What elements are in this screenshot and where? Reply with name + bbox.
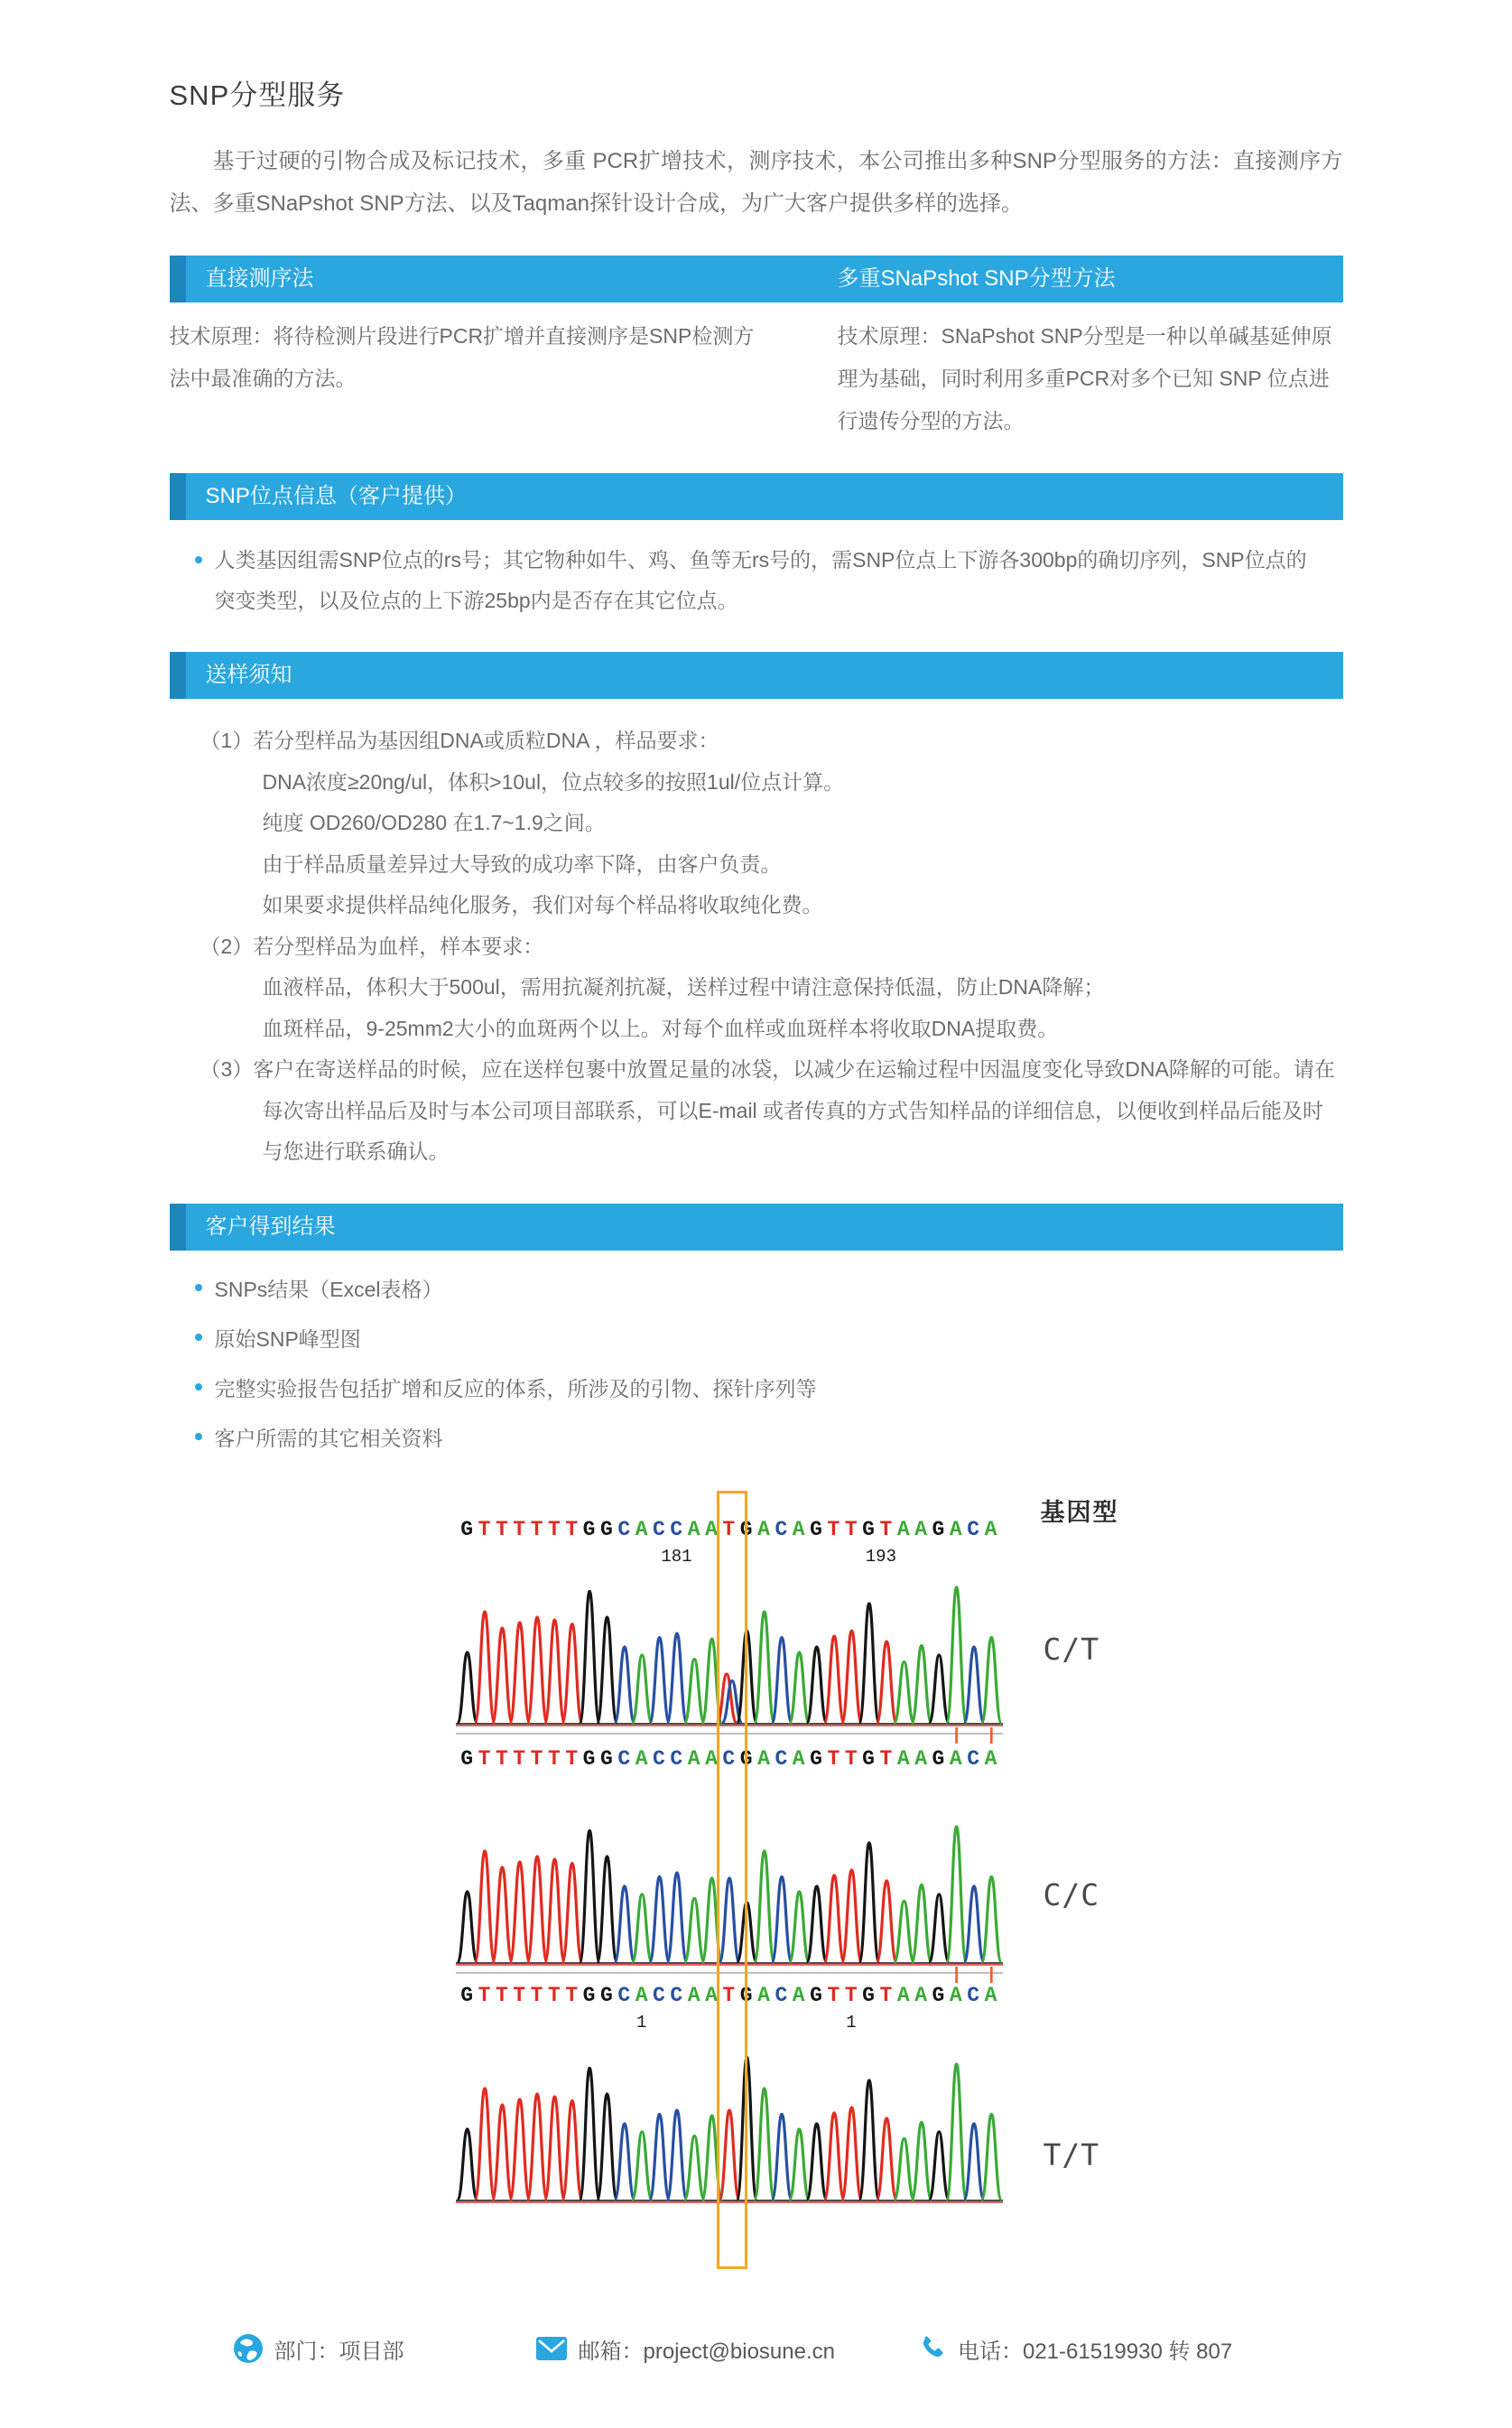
base-peak xyxy=(858,2080,878,2200)
base-letter: G xyxy=(600,1746,613,1771)
bar-accent-edge xyxy=(170,1204,186,1251)
base-peak xyxy=(981,1876,1001,1962)
base-letter: G xyxy=(810,1983,822,2007)
base-peak xyxy=(561,1863,581,1962)
base-letter: A xyxy=(896,1983,910,2007)
base-letter: G xyxy=(460,1746,474,1771)
submission-notice-list xyxy=(170,721,1343,1173)
notice-line: 纯度 OD260/OD280 在1.7~1.9之间。 xyxy=(262,811,606,834)
base-letter: G xyxy=(932,1983,945,2007)
base-letter: C xyxy=(775,1746,788,1771)
base-letter: A xyxy=(687,1517,700,1541)
direct-sequencing-principle: 技术原理：将待检测片段进行PCR扩增并直接测序是SNP检测方法中最准确的方法。 xyxy=(169,324,755,390)
base-letter: T xyxy=(513,1517,526,1541)
base-letter: T xyxy=(547,1517,561,1541)
base-letter: A xyxy=(949,1517,962,1541)
base-letter: C xyxy=(967,1983,980,2007)
base-letter: T xyxy=(565,1517,579,1541)
base-letter: A xyxy=(914,1746,928,1771)
base-peak xyxy=(527,1617,547,1723)
base-letter: A xyxy=(705,1983,718,2007)
base-letter: A xyxy=(705,1746,718,1771)
base-letter: C xyxy=(653,1746,665,1771)
base-peak xyxy=(597,1617,617,1723)
genotype-label: C/T xyxy=(1043,1631,1100,1667)
base-peak xyxy=(580,1830,599,1962)
base-letter: T xyxy=(827,1983,840,2007)
base-letter: T xyxy=(478,1517,491,1541)
result-bullet xyxy=(170,1412,1343,1462)
base-letter: A xyxy=(757,1517,770,1541)
base-letter: G xyxy=(932,1517,945,1541)
base-letter: T xyxy=(844,1517,858,1541)
position-ruler-label: 1 xyxy=(636,2012,647,2033)
base-letter: T xyxy=(513,1983,526,2007)
base-letter: T xyxy=(547,1746,561,1771)
section-bar-methods xyxy=(170,256,1343,302)
genotype-label: C/C xyxy=(1043,1876,1100,1912)
base-letter: C xyxy=(617,1517,631,1541)
base-peak xyxy=(981,2114,1001,2200)
base-peak xyxy=(632,2132,652,2200)
base-peak xyxy=(911,1645,931,1723)
base-peak xyxy=(824,1636,844,1723)
base-letter: G xyxy=(600,1983,613,2007)
notice-line: （1）若分型样品为基因组DNA或质粒DNA ，样品要求： xyxy=(199,729,719,752)
base-letter: G xyxy=(739,1746,753,1771)
base-peak xyxy=(894,1901,914,1962)
base-peak xyxy=(561,2100,581,2200)
notice-line: 如果要求提供样品纯化服务，我们对每个样品将收取纯化费。 xyxy=(262,893,823,916)
base-letter: T xyxy=(565,1746,579,1771)
base-letter: T xyxy=(722,1517,736,1541)
base-letter: C xyxy=(967,1517,980,1541)
snp-info-bullet xyxy=(170,540,1343,621)
base-peak xyxy=(527,1856,547,1962)
base-peak xyxy=(666,2110,686,2200)
base-letter: C xyxy=(775,1517,788,1541)
bullet-dot-icon xyxy=(195,556,202,563)
globe-icon xyxy=(233,2333,264,2364)
base-letter: T xyxy=(722,1983,736,2007)
base-letter: T xyxy=(565,1983,579,2007)
chromatogram-figure xyxy=(170,1487,1343,2277)
base-peak xyxy=(684,1898,704,1962)
base-peak xyxy=(527,2094,547,2200)
base-letter: G xyxy=(460,1983,474,2007)
base-peak xyxy=(929,1655,949,1723)
base-peak xyxy=(963,1886,983,1962)
base-peak xyxy=(877,1881,896,1962)
base-letter: G xyxy=(810,1517,822,1541)
base-letter: T xyxy=(547,1983,561,2007)
base-peak xyxy=(841,1631,861,1723)
base-peak xyxy=(597,1856,617,1962)
base-letter: C xyxy=(670,1746,683,1771)
base-peak xyxy=(544,2097,564,2200)
base-letter: A xyxy=(896,1746,910,1771)
base-letter: G xyxy=(600,1517,613,1541)
snapshot-principle: 技术原理：SNaPshot SNP分型是一种以单碱基延伸原理为基础，同时利用多重PCR对多个已知 SNP 位点进行遗传分型的方法。 xyxy=(837,324,1332,433)
base-letter: G xyxy=(582,1746,596,1771)
result-bullet-text: 完整实验报告包括扩增和反应的体系，所涉及的引物、探针序列等 xyxy=(214,1376,817,1400)
result-bullet xyxy=(170,1263,1343,1313)
base-letter: G xyxy=(810,1746,822,1771)
base-letter: G xyxy=(582,1517,596,1541)
base-peak xyxy=(929,1894,949,1962)
base-letter: T xyxy=(530,1517,543,1541)
base-letter: A xyxy=(792,1746,805,1771)
base-peak xyxy=(509,1862,529,1962)
base-letter: T xyxy=(879,1746,893,1771)
base-letter: A xyxy=(984,1983,997,2007)
base-peak xyxy=(754,1851,774,1962)
footer-email-text: 邮箱：project@biosune.cn xyxy=(578,2339,835,2364)
bullet-dot-icon xyxy=(195,1383,202,1391)
base-letter: T xyxy=(827,1746,840,1771)
base-peak xyxy=(684,2135,704,2200)
base-letter: G xyxy=(582,1983,596,2007)
bar-accent-edge xyxy=(170,652,186,699)
base-letter: A xyxy=(914,1517,928,1541)
base-peak xyxy=(457,1892,477,1962)
section-title-direct-sequencing: 直接测序法 xyxy=(205,266,314,291)
base-peak xyxy=(632,1655,652,1723)
document-page xyxy=(170,0,1343,2428)
base-letter: C xyxy=(617,1746,631,1771)
page-title: SNP分型服务 xyxy=(169,79,346,111)
base-peak xyxy=(649,1637,669,1723)
bullet-dot-icon xyxy=(195,1334,202,1341)
bar-accent-edge xyxy=(170,473,186,520)
base-peak xyxy=(911,2122,931,2200)
base-letter: T xyxy=(495,1746,508,1771)
base-letter: A xyxy=(984,1746,997,1771)
base-peak xyxy=(614,2124,634,2200)
base-peak xyxy=(963,2124,983,2200)
bar-accent-edge xyxy=(170,256,186,302)
base-peak xyxy=(772,1876,792,1962)
base-letter: T xyxy=(530,1746,543,1771)
base-letter: T xyxy=(478,1746,491,1771)
base-letter: A xyxy=(792,1517,805,1541)
genotype-label: T/T xyxy=(1043,2136,1100,2172)
base-peak xyxy=(666,1633,686,1723)
base-letter: A xyxy=(792,1983,805,2007)
base-letter: A xyxy=(635,1517,648,1541)
base-peak xyxy=(806,2124,826,2200)
base-letter: C xyxy=(670,1983,683,2007)
base-letter: A xyxy=(705,1517,718,1541)
contact-footer xyxy=(170,2333,1343,2428)
phone-icon xyxy=(918,2334,947,2363)
base-letter: A xyxy=(635,1983,648,2007)
notice-line: DNA浓度≥20ng/ul，体积>10ul，位点较多的按照1ul/位点计算。 xyxy=(262,769,845,794)
base-letter: G xyxy=(862,1517,875,1541)
section-bar-results xyxy=(170,1204,1343,1251)
base-peak xyxy=(597,2094,617,2200)
base-peak xyxy=(509,1623,529,1723)
result-bullet-text: SNPs结果（Excel表格） xyxy=(214,1277,443,1301)
base-peak xyxy=(561,1623,581,1723)
base-peak xyxy=(858,1843,878,1962)
position-ruler-label: 193 xyxy=(865,1546,896,1567)
base-peak xyxy=(649,2114,669,2200)
base-letter: A xyxy=(757,1746,770,1771)
base-peak xyxy=(841,2107,861,2200)
base-peak xyxy=(614,1647,634,1723)
base-letter: G xyxy=(739,1517,753,1541)
base-letter: G xyxy=(862,1983,875,2007)
footer-phone xyxy=(918,2333,1232,2365)
notice-line: （3）客户在寄送样品的时候，应在送样包裹中放置足量的冰袋，以减少在运输过程中因温度变化导致DNA降解的可能。请在每次寄出样品后及时与本公司项目部联系，可以E-mail 或者传真的方式告知样品的详细信息，以便收到样品后能及时与您进行联系确认。 xyxy=(199,1057,1335,1163)
base-letter: A xyxy=(984,1517,997,1541)
base-peak xyxy=(824,2113,844,2200)
base-letter: C xyxy=(722,1746,736,1771)
base-peak xyxy=(841,1870,861,1962)
section-title-snapshot: 多重SNaPshot SNP分型方法 xyxy=(837,266,1116,291)
base-letter: T xyxy=(478,1983,491,2007)
base-letter: T xyxy=(530,1983,543,2007)
base-peak xyxy=(772,1637,792,1723)
base-peak xyxy=(981,1637,1001,1723)
base-peak xyxy=(754,2088,774,2200)
bullet-dot-icon xyxy=(195,1433,202,1440)
section-bar-submission xyxy=(170,652,1343,699)
base-letter: T xyxy=(844,1746,858,1771)
notice-line: （2）若分型样品为血样，样本要求： xyxy=(199,934,544,958)
base-letter: T xyxy=(495,1517,508,1541)
base-letter: G xyxy=(739,1983,753,2007)
base-peak xyxy=(492,2105,512,2200)
base-peak xyxy=(492,1628,512,1723)
base-peak xyxy=(929,2132,949,2200)
genotype-column-header: 基因型 xyxy=(1040,1498,1119,1526)
methods-columns xyxy=(170,315,1343,442)
base-letter: T xyxy=(495,1983,508,2007)
base-peak xyxy=(475,1612,495,1723)
base-letter: T xyxy=(844,1983,858,2007)
result-bullet xyxy=(170,1363,1343,1412)
base-letter: A xyxy=(896,1517,910,1541)
intro-paragraph: 基于过硬的引物合成及标记技术，多重 PCR扩增技术，测序技术，本公司推出多种SNP分型服务的方法：直接测序方法、多重SNaPshot SNP方法、以及Taqman探针设计合成，为广大客户提供多样的选择。 xyxy=(169,149,1343,216)
snp-highlight-box xyxy=(717,1491,747,2269)
base-letter: G xyxy=(932,1746,945,1771)
base-peak xyxy=(877,1642,896,1723)
base-peak xyxy=(457,1652,477,1723)
base-peak xyxy=(754,1612,774,1723)
footer-department-text: 部门：项目部 xyxy=(274,2339,404,2364)
footer-department xyxy=(233,2333,404,2365)
base-peak xyxy=(492,1867,512,1962)
base-peak xyxy=(580,2068,599,2200)
base-letter: C xyxy=(617,1983,631,2007)
base-letter: A xyxy=(687,1983,700,2007)
base-letter: C xyxy=(967,1746,980,1771)
base-peak xyxy=(457,2129,477,2200)
base-letter: T xyxy=(879,1517,893,1541)
base-peak xyxy=(789,2129,809,2200)
base-peak xyxy=(946,1587,966,1723)
base-peak xyxy=(806,1647,826,1723)
base-peak xyxy=(877,2118,896,2200)
bullet-dot-icon xyxy=(195,1284,202,1291)
base-letter: T xyxy=(827,1517,840,1541)
mail-icon xyxy=(535,2335,568,2362)
result-bullet-text: 客户所需的其它相关资料 xyxy=(214,1426,443,1450)
notice-line: 血液样品，体积大于500ul，需用抗凝剂抗凝，送样过程中请注意保持低温，防止DNA降解； xyxy=(262,975,1105,999)
base-letter: A xyxy=(687,1746,700,1771)
section-title-submission: 送样须知 xyxy=(205,663,292,687)
base-letter: C xyxy=(670,1517,683,1541)
base-peak xyxy=(894,2138,914,2200)
base-peak xyxy=(806,1886,826,1962)
section-title-results: 客户得到结果 xyxy=(205,1214,336,1239)
base-peak xyxy=(544,1620,564,1723)
notice-line: 由于样品质量差异过大导致的成功率下降，由客户负责。 xyxy=(262,851,782,876)
base-peak xyxy=(475,2088,495,2200)
base-peak xyxy=(684,1659,704,1723)
result-bullet-text: 原始SNP峰型图 xyxy=(214,1326,361,1351)
base-peak xyxy=(789,1652,809,1723)
footer-phone-text: 电话：021-61519930 转 807 xyxy=(957,2339,1233,2364)
base-peak xyxy=(580,1591,599,1723)
base-letter: A xyxy=(757,1983,770,2007)
base-peak xyxy=(632,1894,652,1962)
base-letter: A xyxy=(949,1746,962,1771)
position-ruler-label: 181 xyxy=(661,1546,692,1567)
base-letter: G xyxy=(460,1517,474,1541)
base-peak xyxy=(614,1886,634,1962)
base-letter: A xyxy=(635,1746,648,1771)
base-peak xyxy=(858,1604,878,1723)
snp-info-text: 人类基因组需SNP位点的rs号；其它物种如牛、鸡、鱼等无rs号的，需SNP位点上下游各300bp的确切序列，SNP位点的突变类型，以及位点的上下游25bp内是否存在其它位点。 xyxy=(214,548,1307,612)
base-peak xyxy=(911,1884,931,1962)
base-peak xyxy=(772,2114,792,2200)
results-list xyxy=(170,1263,1343,1462)
section-bar-snp-info xyxy=(170,473,1343,520)
base-letter: C xyxy=(775,1983,788,2007)
base-peak xyxy=(894,1661,914,1723)
base-letter: G xyxy=(862,1746,875,1771)
base-peak xyxy=(946,1827,966,1962)
position-ruler-label: 1 xyxy=(846,2012,857,2033)
footer-email xyxy=(535,2333,835,2365)
base-peak xyxy=(824,1875,844,1962)
base-peak xyxy=(666,1873,686,1962)
section-title-snp-info: SNP位点信息（客户提供） xyxy=(205,484,467,508)
result-bullet xyxy=(170,1313,1343,1363)
base-letter: A xyxy=(949,1983,962,2007)
base-peak xyxy=(789,1892,809,1962)
base-letter: C xyxy=(653,1983,665,2007)
base-peak xyxy=(509,2099,529,2200)
base-letter: T xyxy=(513,1746,526,1771)
base-peak xyxy=(475,1851,495,1962)
base-letter: C xyxy=(653,1517,665,1541)
base-peak xyxy=(963,1647,983,1723)
base-peak xyxy=(649,1876,669,1962)
base-peak xyxy=(544,1859,564,1962)
notice-line: 血斑样品，9-25mm2大小的血斑两个以上。对每个血样或血斑样本将收取DNA提取费。 xyxy=(262,1016,1059,1040)
base-peak xyxy=(946,2064,966,2200)
base-letter: T xyxy=(879,1983,893,2007)
base-letter: A xyxy=(914,1983,928,2007)
